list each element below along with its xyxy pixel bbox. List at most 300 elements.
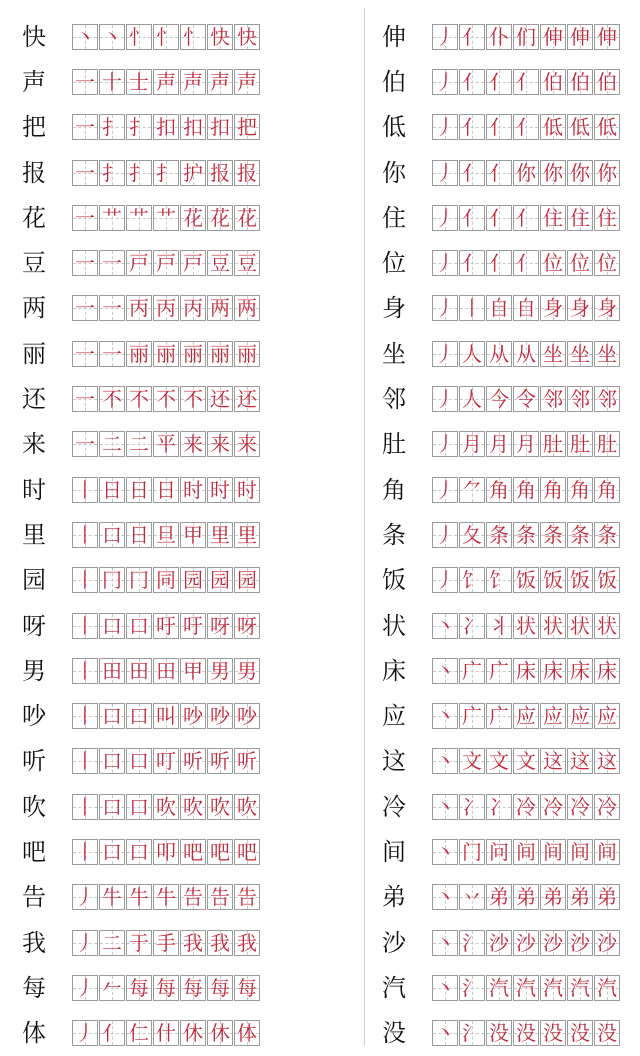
stroke-order-grid	[432, 975, 621, 1001]
stroke-step-glyph: 丿	[435, 160, 455, 185]
stroke-step-cell	[540, 205, 566, 231]
stroke-step-cell	[540, 160, 566, 186]
stroke-step-cell	[540, 1020, 566, 1046]
character-row	[14, 195, 261, 240]
character-label: 来	[22, 430, 46, 459]
stroke-step-glyph: 丶	[435, 839, 455, 864]
stroke-step-cell	[153, 205, 179, 231]
stroke-step-cell	[126, 250, 152, 276]
stroke-step-glyph: 应	[570, 704, 590, 729]
character-label: 应	[382, 702, 406, 731]
stroke-order-grid	[432, 884, 621, 910]
character-label: 状	[382, 611, 406, 640]
stroke-step-glyph: 日	[156, 477, 176, 502]
stroke-step-glyph: 不	[156, 387, 176, 412]
stroke-step-cell	[180, 884, 206, 910]
stroke-step-glyph: 亻	[462, 251, 482, 276]
stroke-order-grid	[72, 703, 261, 729]
stroke-step-cell	[513, 431, 539, 457]
stroke-step-cell	[567, 930, 593, 956]
stroke-step-cell	[180, 703, 206, 729]
stroke-step-glyph: 时	[183, 477, 203, 502]
stroke-step-cell	[432, 24, 458, 50]
stroke-step-cell	[180, 522, 206, 548]
stroke-step-glyph: 丨	[75, 522, 95, 547]
stroke-step-glyph: 吧	[210, 839, 230, 864]
stroke-step-glyph: 邻	[543, 387, 563, 412]
stroke-step-glyph: 扌	[129, 160, 149, 185]
stroke-step-cell	[234, 341, 260, 367]
stroke-step-cell	[486, 975, 512, 1001]
stroke-step-glyph: 肚	[570, 432, 590, 457]
stroke-step-cell	[153, 794, 179, 820]
stroke-step-cell	[207, 930, 233, 956]
character-row	[14, 105, 261, 150]
stroke-step-cell	[432, 477, 458, 503]
stroke-step-cell	[540, 613, 566, 639]
stroke-step-cell	[594, 114, 620, 140]
stroke-step-glyph: 丶	[435, 749, 455, 774]
character-row	[374, 829, 621, 874]
character-row	[14, 920, 261, 965]
stroke-step-cell	[207, 975, 233, 1001]
character-row	[374, 920, 621, 965]
stroke-step-cell	[234, 250, 260, 276]
stroke-step-cell	[234, 839, 260, 865]
stroke-step-glyph: 低	[543, 115, 563, 140]
stroke-step-cell	[207, 431, 233, 457]
stroke-step-cell	[513, 794, 539, 820]
stroke-step-cell	[126, 114, 152, 140]
stroke-step-glyph: 状	[543, 613, 563, 638]
stroke-step-glyph: 口	[102, 613, 122, 638]
stroke-step-glyph: 角	[489, 477, 509, 502]
character-label: 吹	[22, 792, 46, 821]
stroke-step-cell	[486, 567, 512, 593]
stroke-step-glyph: 忄	[129, 24, 149, 49]
stroke-step-cell	[513, 160, 539, 186]
stroke-step-glyph: 二	[102, 930, 122, 955]
stroke-step-glyph: 每	[183, 975, 203, 1000]
stroke-step-glyph: 沙	[516, 930, 536, 955]
stroke-order-grid	[72, 24, 261, 50]
character-row	[14, 376, 261, 421]
stroke-step-glyph: 冂	[102, 568, 122, 593]
stroke-step-cell	[567, 839, 593, 865]
stroke-step-glyph: 扌	[102, 160, 122, 185]
stroke-step-cell	[486, 205, 512, 231]
stroke-step-glyph: 我	[237, 930, 257, 955]
stroke-step-cell	[486, 794, 512, 820]
stroke-step-glyph: 条	[516, 522, 536, 547]
stroke-step-cell	[567, 1020, 593, 1046]
stroke-step-glyph: 你	[570, 160, 590, 185]
character-row	[374, 195, 621, 240]
stroke-step-glyph: 丨	[75, 839, 95, 864]
stroke-step-glyph: 仆	[489, 24, 509, 49]
stroke-step-glyph: 床	[597, 658, 617, 683]
character-row	[374, 739, 621, 784]
stroke-step-cell	[126, 477, 152, 503]
stroke-step-cell	[180, 567, 206, 593]
stroke-step-glyph: 冫	[462, 613, 482, 638]
stroke-step-glyph: 丽	[129, 341, 149, 366]
stroke-step-glyph: 一	[75, 160, 95, 185]
stroke-step-cell	[72, 477, 98, 503]
stroke-order-grid	[72, 658, 261, 684]
stroke-step-glyph: 花	[210, 205, 230, 230]
character-row	[374, 422, 621, 467]
stroke-step-cell	[540, 295, 566, 321]
stroke-step-glyph: 条	[597, 522, 617, 547]
character-row	[14, 467, 261, 512]
stroke-step-glyph: 吵	[183, 704, 203, 729]
stroke-step-cell	[594, 160, 620, 186]
stroke-step-cell	[99, 658, 125, 684]
stroke-step-cell	[234, 1020, 260, 1046]
stroke-step-cell	[486, 930, 512, 956]
stroke-step-cell	[567, 114, 593, 140]
column-divider	[364, 8, 365, 1046]
stroke-step-cell	[126, 341, 152, 367]
stroke-step-cell	[540, 975, 566, 1001]
stroke-step-cell	[99, 839, 125, 865]
stroke-step-glyph: 文	[516, 749, 536, 774]
stroke-step-cell	[432, 1020, 458, 1046]
stroke-step-cell	[126, 839, 152, 865]
character-row	[14, 648, 261, 693]
stroke-step-glyph: 丨	[75, 794, 95, 819]
stroke-step-cell	[207, 69, 233, 95]
stroke-step-glyph: 汽	[489, 975, 509, 1000]
stroke-step-cell	[99, 477, 125, 503]
stroke-order-grid	[72, 522, 261, 548]
stroke-step-cell	[459, 160, 485, 186]
stroke-step-glyph: 饭	[570, 568, 590, 593]
stroke-step-cell	[153, 884, 179, 910]
stroke-step-cell	[540, 658, 566, 684]
stroke-step-glyph: 丨	[75, 749, 95, 774]
stroke-step-cell	[540, 522, 566, 548]
stroke-step-glyph: 吹	[237, 794, 257, 819]
stroke-step-cell	[207, 24, 233, 50]
stroke-step-cell	[72, 794, 98, 820]
stroke-step-glyph: 亻	[516, 251, 536, 276]
stroke-step-glyph: 冷	[570, 794, 590, 819]
stroke-step-glyph: 冫	[462, 794, 482, 819]
stroke-step-cell	[567, 975, 593, 1001]
stroke-step-glyph: 仁	[129, 1021, 149, 1046]
stroke-step-glyph: 口	[129, 749, 149, 774]
character-label: 冷	[382, 792, 406, 821]
stroke-step-cell	[180, 250, 206, 276]
stroke-step-cell	[459, 930, 485, 956]
stroke-step-cell	[594, 930, 620, 956]
stroke-step-cell	[99, 522, 125, 548]
stroke-order-grid	[72, 341, 261, 367]
stroke-step-glyph: 间	[543, 839, 563, 864]
stroke-step-cell	[234, 975, 260, 1001]
stroke-order-grid	[432, 295, 621, 321]
stroke-step-cell	[432, 114, 458, 140]
stroke-step-glyph: 坐	[543, 341, 563, 366]
stroke-step-glyph: 扣	[156, 115, 176, 140]
stroke-step-glyph: 听	[183, 749, 203, 774]
stroke-step-cell	[540, 839, 566, 865]
stroke-step-glyph: 口	[102, 839, 122, 864]
stroke-step-glyph: 丙	[156, 296, 176, 321]
stroke-step-cell	[207, 341, 233, 367]
stroke-step-cell	[153, 567, 179, 593]
stroke-step-cell	[72, 658, 98, 684]
stroke-step-glyph: 冂	[129, 568, 149, 593]
stroke-step-cell	[567, 748, 593, 774]
character-row	[14, 739, 261, 784]
stroke-step-cell	[153, 24, 179, 50]
character-row	[14, 603, 261, 648]
stroke-step-cell	[513, 930, 539, 956]
stroke-step-cell	[513, 884, 539, 910]
stroke-step-glyph: 门	[462, 839, 482, 864]
stroke-step-glyph: 吹	[210, 794, 230, 819]
stroke-step-glyph: 氵	[462, 930, 482, 955]
stroke-step-cell	[99, 341, 125, 367]
stroke-step-cell	[180, 477, 206, 503]
stroke-step-cell	[594, 613, 620, 639]
stroke-step-glyph: 身	[543, 296, 563, 321]
stroke-step-cell	[513, 703, 539, 729]
stroke-step-cell	[72, 884, 98, 910]
stroke-step-glyph: 男	[210, 658, 230, 683]
stroke-step-cell	[207, 522, 233, 548]
stroke-step-glyph: 住	[597, 205, 617, 230]
stroke-step-cell	[513, 975, 539, 1001]
stroke-step-glyph: 丶	[102, 24, 122, 49]
stroke-step-cell	[594, 477, 620, 503]
stroke-step-cell	[153, 522, 179, 548]
stroke-step-glyph: 角	[516, 477, 536, 502]
stroke-step-glyph: 一	[75, 296, 95, 321]
stroke-step-cell	[72, 522, 98, 548]
stroke-step-cell	[207, 386, 233, 412]
stroke-step-cell	[540, 431, 566, 457]
stroke-step-cell	[459, 703, 485, 729]
stroke-step-glyph: 床	[543, 658, 563, 683]
stroke-step-cell	[486, 24, 512, 50]
stroke-step-glyph: 口	[102, 522, 122, 547]
stroke-step-glyph: 今	[489, 387, 509, 412]
stroke-step-cell	[207, 160, 233, 186]
stroke-step-glyph: 𠂉	[102, 975, 122, 1000]
stroke-step-cell	[72, 386, 98, 412]
stroke-step-cell	[126, 794, 152, 820]
stroke-step-cell	[99, 295, 125, 321]
character-row	[14, 422, 261, 467]
stroke-step-glyph: 田	[156, 658, 176, 683]
stroke-step-cell	[99, 205, 125, 231]
stroke-step-cell	[234, 24, 260, 50]
stroke-order-grid	[432, 386, 621, 412]
stroke-step-glyph: 丽	[156, 341, 176, 366]
stroke-step-glyph: 艹	[129, 205, 149, 230]
stroke-step-glyph: 亻	[489, 160, 509, 185]
character-label: 住	[382, 203, 406, 232]
stroke-step-cell	[180, 205, 206, 231]
stroke-step-cell	[459, 341, 485, 367]
stroke-step-glyph: 二	[129, 432, 149, 457]
stroke-step-cell	[153, 160, 179, 186]
character-label: 吧	[22, 837, 46, 866]
stroke-step-cell	[207, 114, 233, 140]
stroke-step-cell	[180, 748, 206, 774]
stroke-step-glyph: 一	[75, 115, 95, 140]
stroke-step-cell	[432, 703, 458, 729]
character-label: 豆	[22, 249, 46, 278]
character-label: 丽	[22, 339, 46, 368]
stroke-step-glyph: 汽	[543, 975, 563, 1000]
character-label: 这	[382, 747, 406, 776]
stroke-step-glyph: 饣	[489, 568, 509, 593]
stroke-order-grid	[432, 114, 621, 140]
stroke-step-glyph: 你	[597, 160, 617, 185]
stroke-order-grid	[432, 613, 621, 639]
stroke-step-glyph: 时	[210, 477, 230, 502]
stroke-step-glyph: ⺈	[462, 477, 482, 502]
stroke-step-cell	[540, 250, 566, 276]
stroke-order-grid	[432, 794, 621, 820]
stroke-step-glyph: 月	[489, 432, 509, 457]
stroke-step-cell	[594, 295, 620, 321]
stroke-step-glyph: 弟	[597, 885, 617, 910]
stroke-step-cell	[180, 613, 206, 639]
stroke-step-glyph: 戸	[183, 251, 203, 276]
stroke-step-glyph: 汽	[597, 975, 617, 1000]
stroke-order-grid	[72, 69, 261, 95]
character-row	[374, 286, 621, 331]
stroke-step-glyph: 丨	[462, 296, 482, 321]
stroke-step-glyph: 丶	[435, 975, 455, 1000]
character-row	[374, 240, 621, 285]
stroke-step-cell	[540, 794, 566, 820]
stroke-step-cell	[594, 748, 620, 774]
stroke-step-cell	[234, 205, 260, 231]
stroke-order-grid	[72, 295, 261, 321]
stroke-step-cell	[513, 1020, 539, 1046]
stroke-step-cell	[99, 930, 125, 956]
stroke-step-glyph: 丿	[75, 975, 95, 1000]
stroke-step-cell	[486, 386, 512, 412]
stroke-step-glyph: 戸	[156, 251, 176, 276]
stroke-step-cell	[153, 1020, 179, 1046]
stroke-step-cell	[99, 160, 125, 186]
stroke-order-grid	[432, 160, 621, 186]
stroke-step-glyph: 扣	[183, 115, 203, 140]
stroke-step-glyph: 牛	[156, 885, 176, 910]
character-label: 你	[382, 158, 406, 187]
character-label: 呀	[22, 611, 46, 640]
stroke-step-glyph: 甲	[183, 522, 203, 547]
stroke-step-cell	[234, 69, 260, 95]
stroke-step-glyph: 来	[183, 432, 203, 457]
stroke-step-cell	[180, 930, 206, 956]
stroke-step-cell	[459, 477, 485, 503]
stroke-step-cell	[72, 567, 98, 593]
stroke-step-cell	[513, 477, 539, 503]
stroke-step-cell	[207, 839, 233, 865]
stroke-step-glyph: 间	[516, 839, 536, 864]
stroke-step-glyph: 伸	[597, 24, 617, 49]
stroke-order-grid	[72, 477, 261, 503]
stroke-step-glyph: 坐	[597, 341, 617, 366]
stroke-step-glyph: 位	[543, 251, 563, 276]
stroke-step-glyph: 吁	[183, 613, 203, 638]
stroke-step-cell	[567, 613, 593, 639]
stroke-step-glyph: 十	[102, 69, 122, 94]
stroke-step-cell	[72, 69, 98, 95]
stroke-step-cell	[432, 567, 458, 593]
stroke-step-glyph: 应	[516, 704, 536, 729]
stroke-step-cell	[459, 1020, 485, 1046]
character-label: 告	[22, 883, 46, 912]
character-row	[374, 467, 621, 512]
character-label: 没	[382, 1019, 406, 1048]
stroke-step-cell	[99, 794, 125, 820]
stroke-step-glyph: 沙	[543, 930, 563, 955]
character-row	[14, 240, 261, 285]
stroke-step-cell	[180, 975, 206, 1001]
character-row	[374, 693, 621, 738]
stroke-step-glyph: 文	[489, 749, 509, 774]
stroke-step-cell	[540, 567, 566, 593]
stroke-order-grid	[72, 839, 261, 865]
stroke-step-glyph: 广	[462, 704, 482, 729]
stroke-step-glyph: 丿	[75, 930, 95, 955]
stroke-step-glyph: 沙	[597, 930, 617, 955]
stroke-step-glyph: 丿	[435, 296, 455, 321]
stroke-step-glyph: 汽	[516, 975, 536, 1000]
character-row	[14, 1011, 261, 1056]
stroke-step-glyph: 亻	[516, 205, 536, 230]
stroke-step-glyph: 吧	[183, 839, 203, 864]
stroke-step-glyph: 饭	[543, 568, 563, 593]
stroke-order-grid	[432, 748, 621, 774]
stroke-step-glyph: 报	[237, 160, 257, 185]
stroke-step-glyph: 亻	[489, 251, 509, 276]
stroke-step-cell	[432, 975, 458, 1001]
stroke-step-glyph: 听	[210, 749, 230, 774]
stroke-step-glyph: 问	[489, 839, 509, 864]
stroke-step-glyph: 丶	[435, 885, 455, 910]
stroke-step-glyph: 丷	[462, 885, 482, 910]
stroke-step-cell	[432, 794, 458, 820]
stroke-step-glyph: 田	[102, 658, 122, 683]
stroke-step-cell	[207, 748, 233, 774]
stroke-step-glyph: 丨	[75, 568, 95, 593]
stroke-step-glyph: 广	[489, 658, 509, 683]
stroke-step-cell	[486, 431, 512, 457]
stroke-step-glyph: 丶	[435, 613, 455, 638]
stroke-step-cell	[207, 884, 233, 910]
stroke-step-cell	[180, 1020, 206, 1046]
stroke-step-glyph: 丙	[183, 296, 203, 321]
stroke-order-grid	[72, 114, 261, 140]
stroke-step-glyph: 角	[543, 477, 563, 502]
stroke-step-cell	[540, 477, 566, 503]
character-label: 把	[22, 113, 46, 142]
character-row	[374, 875, 621, 920]
stroke-order-grid	[72, 386, 261, 412]
stroke-step-cell	[459, 205, 485, 231]
